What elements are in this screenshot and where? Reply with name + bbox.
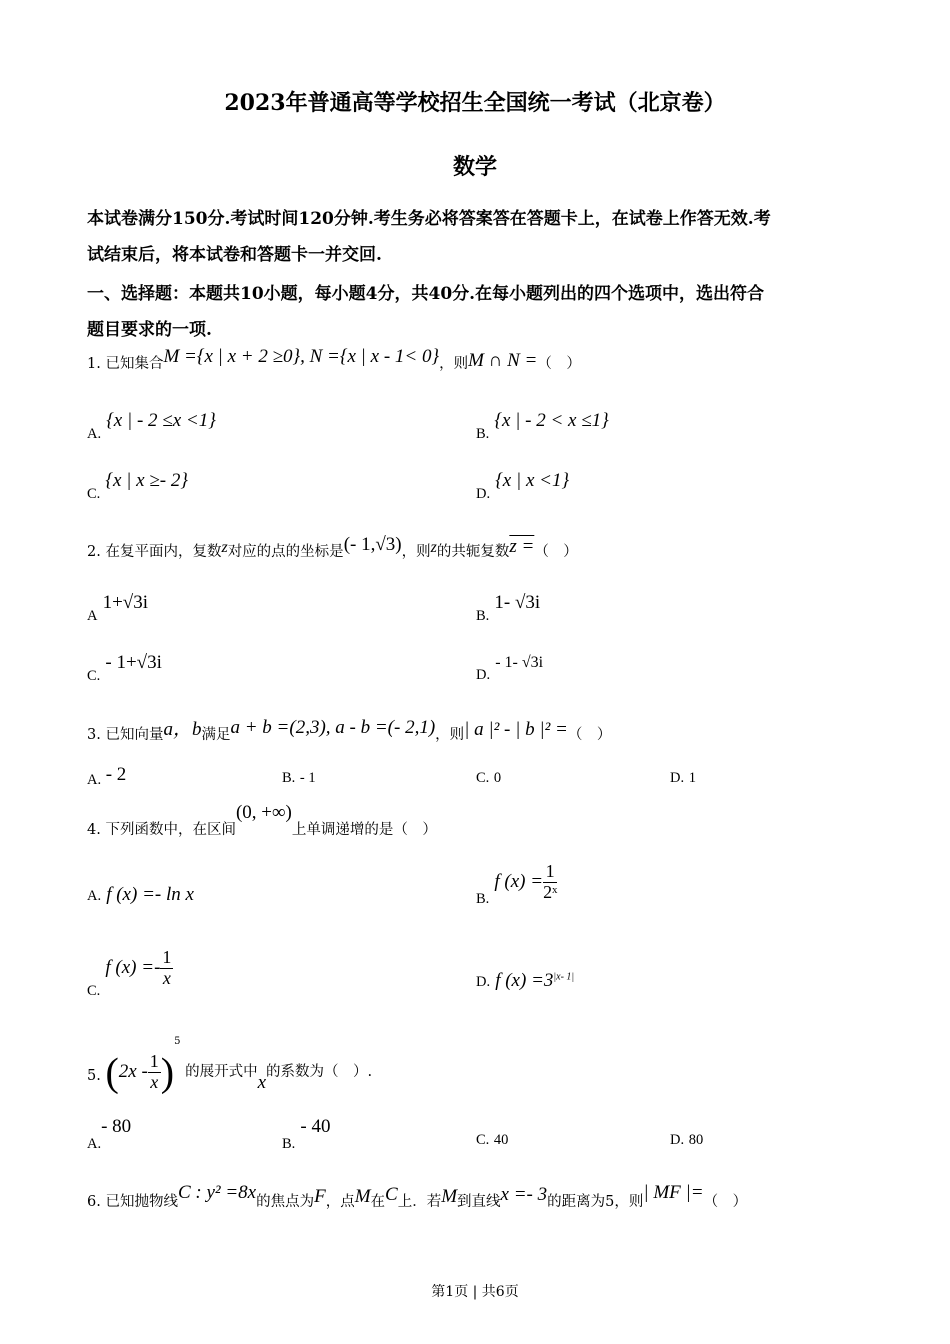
left-paren: (: [105, 1049, 119, 1095]
q2-point: (- 1,√3): [343, 534, 402, 555]
option-label: C.: [476, 770, 490, 786]
question-5: [87, 1036, 372, 1096]
q5-x: x: [257, 1072, 267, 1093]
q5-option-a[interactable]: [87, 1116, 132, 1152]
q6-text: 的焦点为: [256, 1194, 315, 1210]
q6-point: M: [354, 1186, 371, 1207]
option-value: f (x) =3: [495, 970, 554, 991]
option-value: - 1: [299, 770, 316, 786]
fraction: [160, 948, 173, 989]
question-1: [87, 346, 581, 374]
option-value: 1- √3i: [494, 592, 541, 613]
option-label: A.: [87, 1136, 102, 1152]
denominator: x: [150, 1071, 159, 1092]
option-value: - 2: [105, 764, 127, 785]
q2-text: ，则: [401, 544, 431, 560]
q3-text: 满足: [201, 727, 231, 743]
question-6: [87, 1182, 748, 1212]
q3-option-d[interactable]: [670, 770, 696, 787]
right-paren: ): [160, 1049, 175, 1095]
numerator: 1: [543, 862, 557, 883]
q6-text: 的距离为5，则: [547, 1194, 644, 1210]
option-value: - 40: [300, 1116, 331, 1137]
q1-stem: 1. 已知集合: [87, 356, 164, 372]
q6-text: 到直线: [457, 1194, 501, 1210]
q3-expression: | a |² - | b |² =: [464, 719, 568, 740]
q2-blank: （ ）: [534, 544, 578, 560]
denominator: 2ˣ: [543, 881, 558, 902]
q2-option-d[interactable]: [476, 652, 544, 683]
option-value: f (x) =: [494, 870, 544, 892]
q6-text: ，点: [325, 1194, 355, 1210]
q3-option-a[interactable]: [87, 764, 127, 790]
q2-option-b[interactable]: [476, 592, 541, 624]
question-2: [87, 534, 578, 562]
q4-stem: 4. 下列函数中，在区间: [87, 822, 236, 838]
q1-option-b[interactable]: [476, 410, 609, 442]
q3-vectors: a，b: [163, 719, 202, 740]
option-value: - 1- √3i: [495, 654, 544, 671]
fraction: [543, 862, 557, 903]
q3-stem: 3. 已知向量: [87, 727, 164, 743]
q5-blank: 的系数为（ ）.: [266, 1064, 373, 1080]
q4-option-d[interactable]: [476, 970, 574, 992]
q3-option-b[interactable]: [282, 770, 316, 787]
q2-option-a[interactable]: [87, 592, 148, 624]
q3-conditions: a + b =(2,3), a - b =(- 2,1): [230, 717, 436, 738]
option-label: D.: [476, 974, 491, 990]
q6-stem: 6. 已知抛物线: [87, 1194, 178, 1210]
q2-text: 对应的点的坐标是: [227, 544, 344, 560]
numerator: 1: [149, 1050, 159, 1071]
option-value: 1+√3i: [102, 592, 148, 613]
q6-point: M: [441, 1186, 458, 1207]
q6-focus: F: [314, 1186, 326, 1207]
q2-text: 的共轭复数: [436, 544, 510, 560]
option-value: f (x) =- ln x: [106, 884, 194, 905]
q2-z: z: [430, 539, 437, 556]
option-label: D.: [476, 667, 491, 683]
option-value: f (x) =-: [105, 956, 161, 978]
question-4: [87, 802, 437, 840]
section-heading-2: 题目要求的一项.: [87, 320, 212, 340]
q4-option-c[interactable]: [87, 947, 173, 999]
option-label: B.: [476, 890, 490, 907]
exam-title: 2023年普通高等学校招生全国统一考试（北京卷）: [224, 90, 726, 116]
option-value: {x | x <1}: [495, 470, 570, 491]
q6-line: x =- 3: [500, 1184, 548, 1205]
q5-option-b[interactable]: [282, 1116, 331, 1152]
q1-option-d[interactable]: [476, 470, 570, 502]
option-label: B.: [476, 608, 490, 624]
q1-sets: M ={x | x + 2 ≥0}, N ={x | x - 1< 0}: [163, 346, 440, 367]
q3-option-c[interactable]: [476, 770, 501, 787]
option-label: C.: [87, 982, 101, 999]
q2-z: z: [221, 539, 228, 556]
q4-text: 上单调递增的是（ ）: [291, 822, 437, 838]
option-value: - 1+√3i: [105, 652, 162, 673]
option-value: 1: [688, 770, 696, 786]
q6-text: 在: [370, 1194, 386, 1210]
option-label: A.: [87, 426, 102, 442]
question-3: [87, 718, 611, 745]
option-label: B.: [282, 1136, 296, 1152]
denominator: x: [162, 967, 171, 988]
q2-option-c[interactable]: [87, 652, 162, 684]
option-label: D.: [670, 770, 685, 786]
q1-blank: （ ）: [537, 356, 581, 372]
option-label: D.: [670, 1132, 685, 1148]
fraction: [148, 1052, 161, 1093]
q6-blank: （ ）: [703, 1194, 748, 1210]
option-value: 0: [493, 770, 502, 786]
q5-expression: 2x -: [118, 1061, 148, 1082]
q4-interval: (0, +∞): [235, 802, 292, 823]
option-label: B.: [476, 426, 490, 442]
q3-blank: （ ）: [567, 727, 612, 743]
subject-title: 数学: [452, 154, 497, 180]
page-footer: 第1页 | 共6页: [431, 1284, 519, 1300]
q2-stem: 2. 在复平面内，复数: [87, 544, 222, 560]
q5-text: 的展开式中: [185, 1064, 258, 1080]
option-value: 40: [493, 1132, 509, 1148]
exponent: |x- 1|: [553, 971, 575, 983]
q4-option-b[interactable]: [476, 861, 558, 907]
section-heading-1: 一、选择题：本题共10小题，每小题4分，共40分.在每小题列出的四个选项中，选出符合: [87, 284, 765, 304]
q5-number: 5.: [87, 1068, 101, 1084]
option-value: {x | - 2 ≤x <1}: [106, 410, 216, 431]
q5-option-c[interactable]: [476, 1132, 508, 1149]
option-value: - 80: [101, 1116, 132, 1137]
q3-text: ，则: [435, 727, 465, 743]
q2-conjugate: z =: [509, 536, 535, 557]
option-label: B.: [282, 770, 296, 786]
q6-curve: C: [385, 1184, 398, 1205]
q5-option-d[interactable]: [670, 1132, 703, 1149]
option-label: A.: [87, 772, 102, 788]
q1-text: ，则: [439, 356, 469, 372]
q1-option-c[interactable]: [87, 470, 188, 502]
q4-option-a[interactable]: [87, 884, 194, 906]
option-label: C.: [476, 1132, 490, 1148]
q6-text: 上．若: [397, 1194, 442, 1210]
option-value: {x | x ≥- 2}: [105, 470, 188, 491]
option-value: 80: [688, 1132, 704, 1148]
option-label: A: [87, 608, 98, 624]
q6-distance: | MF |=: [643, 1182, 704, 1203]
q1-option-a[interactable]: [87, 410, 216, 442]
intro-line-2: 试结束后，将本试卷和答题卡一并交回.: [87, 245, 382, 265]
option-value: {x | - 2 < x ≤1}: [494, 410, 609, 431]
numerator: 1: [162, 947, 172, 967]
option-label: D.: [476, 486, 491, 502]
option-label: C.: [87, 668, 101, 684]
option-label: C.: [87, 486, 101, 502]
q6-parabola: C : y² =8x: [177, 1182, 257, 1203]
q1-intersection: M ∩ N =: [468, 350, 538, 371]
q5-power: 5: [174, 1036, 181, 1047]
option-label: A.: [87, 888, 102, 904]
intro-line-1: 本试卷满分150分.考试时间120分钟.考生务必将答案答在答题卡上，在试卷上作答无效.考: [87, 209, 771, 229]
